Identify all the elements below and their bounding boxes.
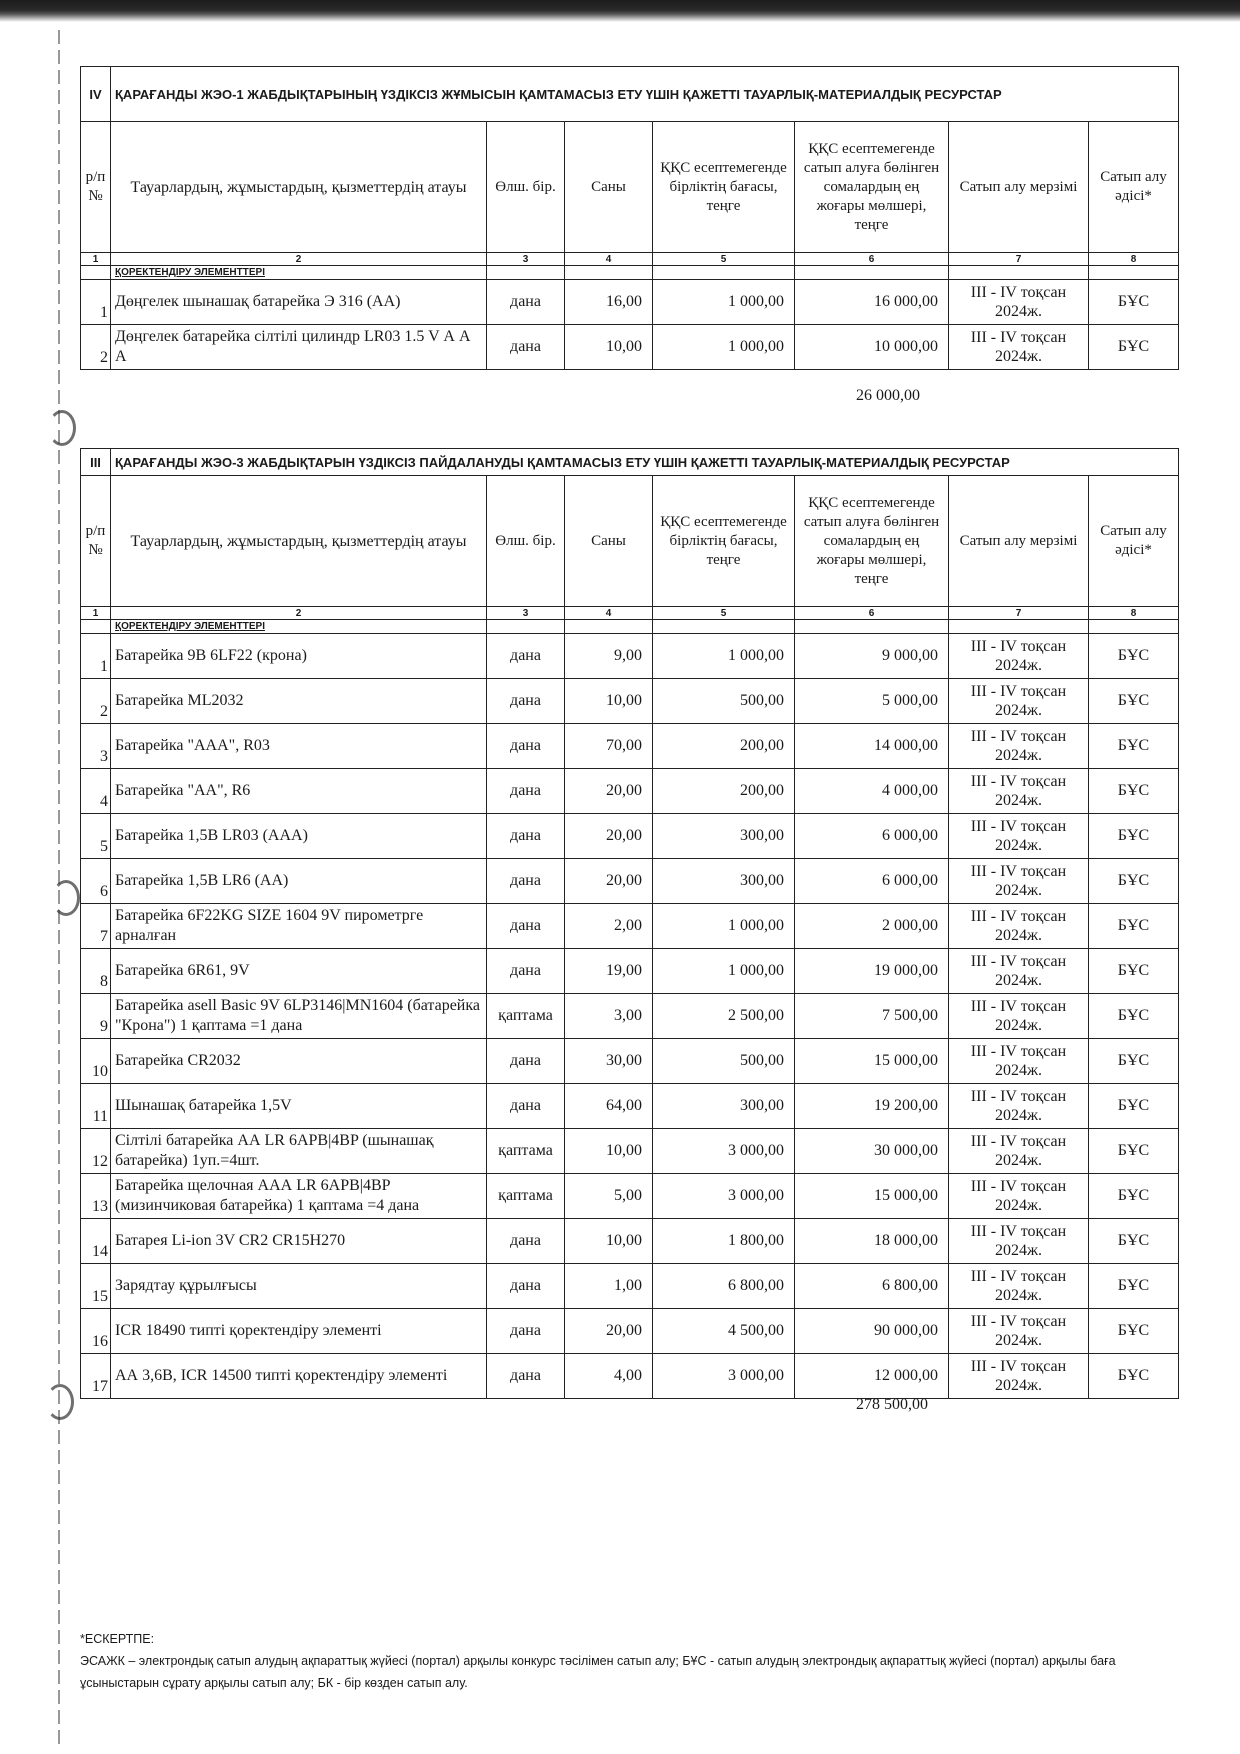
row-number: 8 [81, 949, 111, 994]
table-row [81, 1084, 1179, 1129]
item-unit-price: 3 000,00 [653, 1354, 795, 1399]
punch-hole-mark [48, 410, 76, 446]
item-name: Зарядтау құрылғысы [111, 1264, 487, 1309]
item-quantity: 20,00 [565, 769, 653, 814]
col-number: 6 [795, 607, 949, 620]
item-purchase-method: БҰС [1089, 1129, 1179, 1174]
item-purchase-period: III - IV тоқсан 2024ж. [949, 1264, 1089, 1309]
col-number: 3 [487, 253, 565, 266]
item-unit-price: 200,00 [653, 724, 795, 769]
item-amount: 4 000,00 [795, 769, 949, 814]
item-name: Батарея Li-ion 3V CR2 CR15H270 [111, 1219, 487, 1264]
item-purchase-period: III - IV тоқсан 2024ж. [949, 1039, 1089, 1084]
table-row [81, 859, 1179, 904]
item-quantity: 20,00 [565, 814, 653, 859]
header-price: ҚҚС есептемегенде бірліктің бағасы, теңге [653, 122, 795, 253]
item-amount: 6 000,00 [795, 859, 949, 904]
item-name: Батарейка 9В 6LF22 (крона) [111, 634, 487, 679]
item-amount: 15 000,00 [795, 1039, 949, 1084]
row-number: 15 [81, 1264, 111, 1309]
item-purchase-method: БҰС [1089, 634, 1179, 679]
row-number: 13 [81, 1174, 111, 1219]
column-number-row [81, 607, 1179, 620]
item-purchase-period: III - IV тоқсан 2024ж. [949, 1129, 1089, 1174]
item-name: Батарейка ML2032 [111, 679, 487, 724]
item-amount: 10 000,00 [795, 325, 949, 370]
item-purchase-method: БҰС [1089, 904, 1179, 949]
section-iii-table [80, 448, 1179, 1399]
item-purchase-method: БҰС [1089, 724, 1179, 769]
header-period: Сатып алу мерзімі [949, 122, 1089, 253]
item-amount: 9 000,00 [795, 634, 949, 679]
group-label: ҚОРЕКТЕНДІРУ ЭЛЕМЕНТТЕРІ [111, 266, 487, 280]
section-iii-total: 278 500,00 [856, 1396, 928, 1413]
header-price: ҚҚС есептемегенде бірліктің бағасы, теңге [653, 476, 795, 607]
item-quantity: 3,00 [565, 994, 653, 1039]
item-quantity: 5,00 [565, 1174, 653, 1219]
item-purchase-method: БҰС [1089, 679, 1179, 724]
item-purchase-period: III - IV тоқсан 2024ж. [949, 1084, 1089, 1129]
item-unit: дана [487, 814, 565, 859]
header-sum: ҚҚС есептемегенде сатып алуға бөлінген сомалардың ең жоғары мөлшері, теңге [795, 122, 949, 253]
item-unit-price: 1 000,00 [653, 904, 795, 949]
row-number: 2 [81, 679, 111, 724]
item-quantity: 4,00 [565, 1354, 653, 1399]
item-purchase-period: III - IV тоқсан 2024ж. [949, 904, 1089, 949]
item-unit: дана [487, 325, 565, 370]
item-purchase-method: БҰС [1089, 325, 1179, 370]
item-quantity: 2,00 [565, 904, 653, 949]
table-row [81, 724, 1179, 769]
row-number: 12 [81, 1129, 111, 1174]
item-quantity: 10,00 [565, 679, 653, 724]
table-row [81, 1354, 1179, 1399]
item-name: Батарейка 6F22KG SIZE 1604 9V пирометрге арналған [111, 904, 487, 949]
section-iv-roman: IV [81, 67, 111, 122]
col-number: 2 [111, 253, 487, 266]
item-name: Дөңгелек батарейка сілтілі цилиндр LR03 1.5 V А А А [111, 325, 487, 370]
item-quantity: 10,00 [565, 325, 653, 370]
item-purchase-period: III - IV тоқсан 2024ж. [949, 1309, 1089, 1354]
item-purchase-method: БҰС [1089, 1039, 1179, 1084]
col-number: 7 [949, 253, 1089, 266]
table-header-row [81, 122, 1179, 253]
header-num: р/п № [81, 122, 111, 253]
item-unit: дана [487, 679, 565, 724]
item-unit-price: 3 000,00 [653, 1129, 795, 1174]
item-unit: қаптама [487, 1174, 565, 1219]
table-row [81, 814, 1179, 859]
col-number: 5 [653, 607, 795, 620]
table-row [81, 325, 1179, 370]
item-quantity: 1,00 [565, 1264, 653, 1309]
item-unit-price: 1 000,00 [653, 634, 795, 679]
item-purchase-period: III - IV тоқсан 2024ж. [949, 1219, 1089, 1264]
row-number: 10 [81, 1039, 111, 1084]
item-purchase-method: БҰС [1089, 1309, 1179, 1354]
row-number: 9 [81, 994, 111, 1039]
item-unit-price: 6 800,00 [653, 1264, 795, 1309]
table-row [81, 949, 1179, 994]
item-purchase-period: III - IV тоқсан 2024ж. [949, 949, 1089, 994]
header-period: Сатып алу мерзімі [949, 476, 1089, 607]
item-name: Батарейка щелочная ААА LR 6APB|4BP (мизинчиковая батарейка) 1 қаптама =4 дана [111, 1174, 487, 1219]
item-unit: дана [487, 1264, 565, 1309]
item-unit: қаптама [487, 994, 565, 1039]
item-purchase-method: БҰС [1089, 949, 1179, 994]
item-unit: дана [487, 724, 565, 769]
header-qty: Саны [565, 122, 653, 253]
row-number: 1 [81, 634, 111, 679]
col-number: 1 [81, 253, 111, 266]
item-unit: дана [487, 859, 565, 904]
table-row [81, 1039, 1179, 1084]
item-purchase-method: БҰС [1089, 1084, 1179, 1129]
group-label: ҚОРЕКТЕНДІРУ ЭЛЕМЕНТТЕРІ [111, 620, 487, 634]
header-method: Сатып алу әдісі* [1089, 122, 1179, 253]
item-name: Дөңгелек шынашақ батарейка Э 316 (АА) [111, 280, 487, 325]
header-unit: Өлш. бір. [487, 476, 565, 607]
item-amount: 14 000,00 [795, 724, 949, 769]
item-quantity: 20,00 [565, 1309, 653, 1354]
table-header-row [81, 476, 1179, 607]
item-purchase-method: БҰС [1089, 1219, 1179, 1264]
item-name: Батарейка 6R61, 9V [111, 949, 487, 994]
item-name: АА 3,6В, ICR 14500 типті қоректендіру элементі [111, 1354, 487, 1399]
row-number: 6 [81, 859, 111, 904]
item-amount: 12 000,00 [795, 1354, 949, 1399]
footnote-text: ЭСАЖК – электрондық сатып алудың ақпараттық жүйесі (портал) арқылы конкурс тәсілімен сатып алу; БҰС - сатып алудың электрондық ақпараттық жүйесі (портал) арқылы баға ұсыныстарын сұрату арқылы сатып алу; БК - бір көзден сатып алу. [80, 1654, 1116, 1690]
item-amount: 16 000,00 [795, 280, 949, 325]
item-amount: 5 000,00 [795, 679, 949, 724]
item-unit: дана [487, 280, 565, 325]
col-number: 4 [565, 607, 653, 620]
item-purchase-method: БҰС [1089, 280, 1179, 325]
item-purchase-period: III - IV тоқсан 2024ж. [949, 1174, 1089, 1219]
scan-shadow [0, 0, 1240, 22]
item-purchase-period: III - IV тоқсан 2024ж. [949, 325, 1089, 370]
item-amount: 7 500,00 [795, 994, 949, 1039]
item-unit: дана [487, 634, 565, 679]
item-unit-price: 500,00 [653, 679, 795, 724]
item-name: Батарейка CR2032 [111, 1039, 487, 1084]
item-unit-price: 1 800,00 [653, 1219, 795, 1264]
table-row [81, 679, 1179, 724]
item-unit-price: 4 500,00 [653, 1309, 795, 1354]
col-number: 7 [949, 607, 1089, 620]
item-unit: дана [487, 1354, 565, 1399]
section-iv-table [80, 66, 1179, 370]
punch-hole-mark [46, 1384, 74, 1420]
item-name: ICR 18490 типті қоректендіру элементі [111, 1309, 487, 1354]
section-iv-total: 26 000,00 [856, 387, 920, 404]
item-purchase-method: БҰС [1089, 859, 1179, 904]
item-quantity: 30,00 [565, 1039, 653, 1084]
row-number: 11 [81, 1084, 111, 1129]
item-amount: 30 000,00 [795, 1129, 949, 1174]
item-quantity: 10,00 [565, 1219, 653, 1264]
row-number: 5 [81, 814, 111, 859]
table-row [81, 634, 1179, 679]
item-name: Батарейка "ААА", R03 [111, 724, 487, 769]
row-number: 3 [81, 724, 111, 769]
item-purchase-period: III - IV тоқсан 2024ж. [949, 814, 1089, 859]
item-purchase-period: III - IV тоқсан 2024ж. [949, 679, 1089, 724]
item-quantity: 64,00 [565, 1084, 653, 1129]
section-iii [80, 448, 1178, 1399]
table-row [81, 1174, 1179, 1219]
col-number: 1 [81, 607, 111, 620]
section-iv [80, 66, 1178, 370]
item-amount: 15 000,00 [795, 1174, 949, 1219]
item-name: Батарейка 1,5В LR6 (АА) [111, 859, 487, 904]
item-name: Батарейка asell Basic 9V 6LP3146|MN1604 (батарейка "Крона") 1 қаптама =1 дана [111, 994, 487, 1039]
section-iii-roman: III [81, 449, 111, 476]
item-unit-price: 300,00 [653, 1084, 795, 1129]
item-unit: дана [487, 1039, 565, 1084]
row-number: 1 [81, 280, 111, 325]
col-number: 8 [1089, 607, 1179, 620]
item-quantity: 70,00 [565, 724, 653, 769]
item-amount: 18 000,00 [795, 1219, 949, 1264]
footnote-title: *ЕСКЕРТПЕ: [80, 1632, 155, 1646]
item-quantity: 19,00 [565, 949, 653, 994]
table-row [81, 994, 1179, 1039]
item-purchase-method: БҰС [1089, 1174, 1179, 1219]
header-name: Тауарлардың, жұмыстардың, қызметтердің атауы [111, 476, 487, 607]
item-purchase-method: БҰС [1089, 994, 1179, 1039]
row-number: 14 [81, 1219, 111, 1264]
item-purchase-period: III - IV тоқсан 2024ж. [949, 859, 1089, 904]
item-quantity: 10,00 [565, 1129, 653, 1174]
item-name: Сілтілі батарейка АА LR 6APB|4BP (шынашақ батарейка) 1уп.=4шт. [111, 1129, 487, 1174]
table-row [81, 1129, 1179, 1174]
item-purchase-period: III - IV тоқсан 2024ж. [949, 769, 1089, 814]
item-unit: дана [487, 1084, 565, 1129]
item-quantity: 16,00 [565, 280, 653, 325]
col-number: 5 [653, 253, 795, 266]
col-number: 8 [1089, 253, 1179, 266]
item-purchase-method: БҰС [1089, 1264, 1179, 1309]
col-number: 3 [487, 607, 565, 620]
item-purchase-period: III - IV тоқсан 2024ж. [949, 1354, 1089, 1399]
col-number: 6 [795, 253, 949, 266]
header-method: Сатып алу әдісі* [1089, 476, 1179, 607]
footnote [80, 1628, 1178, 1694]
item-unit-price: 500,00 [653, 1039, 795, 1084]
row-number: 7 [81, 904, 111, 949]
table-row [81, 1219, 1179, 1264]
header-name: Тауарлардың, жұмыстардың, қызметтердің атауы [111, 122, 487, 253]
item-unit-price: 200,00 [653, 769, 795, 814]
column-number-row [81, 253, 1179, 266]
item-name: Батарейка "АА", R6 [111, 769, 487, 814]
item-unit-price: 1 000,00 [653, 280, 795, 325]
item-purchase-period: III - IV тоқсан 2024ж. [949, 634, 1089, 679]
item-unit: дана [487, 1309, 565, 1354]
row-number: 17 [81, 1354, 111, 1399]
item-unit: дана [487, 769, 565, 814]
row-number: 2 [81, 325, 111, 370]
header-sum: ҚҚС есептемегенде сатып алуға бөлінген сомалардың ең жоғары мөлшері, теңге [795, 476, 949, 607]
item-amount: 19 200,00 [795, 1084, 949, 1129]
item-unit: қаптама [487, 1129, 565, 1174]
item-unit: дана [487, 904, 565, 949]
item-unit-price: 300,00 [653, 814, 795, 859]
item-purchase-period: III - IV тоқсан 2024ж. [949, 724, 1089, 769]
col-number: 2 [111, 607, 487, 620]
item-amount: 6 000,00 [795, 814, 949, 859]
table-row [81, 904, 1179, 949]
item-amount: 19 000,00 [795, 949, 949, 994]
item-quantity: 20,00 [565, 859, 653, 904]
header-num: р/п № [81, 476, 111, 607]
table-row [81, 1309, 1179, 1354]
item-purchase-period: III - IV тоқсан 2024ж. [949, 280, 1089, 325]
row-number: 4 [81, 769, 111, 814]
item-unit-price: 3 000,00 [653, 1174, 795, 1219]
item-purchase-period: III - IV тоқсан 2024ж. [949, 994, 1089, 1039]
row-number: 16 [81, 1309, 111, 1354]
header-unit: Өлш. бір. [487, 122, 565, 253]
item-purchase-method: БҰС [1089, 814, 1179, 859]
item-purchase-method: БҰС [1089, 769, 1179, 814]
group-row [81, 266, 1179, 280]
section-iii-title: ҚАРАҒАНДЫ ЖЭО-3 ЖАБДЫҚТАРЫН ҮЗДІКСІЗ ПАЙДАЛАНУДЫ ҚАМТАМАСЫЗ ЕТУ ҮШІН ҚАЖЕТТІ ТАУАРЛЫҚ-МАТЕРИАЛДЫҚ РЕСУРСТАР [111, 449, 1179, 476]
table-row [81, 1264, 1179, 1309]
item-amount: 2 000,00 [795, 904, 949, 949]
punch-hole-mark [52, 880, 80, 916]
item-unit-price: 2 500,00 [653, 994, 795, 1039]
item-amount: 6 800,00 [795, 1264, 949, 1309]
item-name: Шынашақ батарейка 1,5V [111, 1084, 487, 1129]
item-unit: дана [487, 949, 565, 994]
col-number: 4 [565, 253, 653, 266]
item-unit-price: 300,00 [653, 859, 795, 904]
group-row [81, 620, 1179, 634]
section-iv-title: ҚАРАҒАНДЫ ЖЭО-1 ЖАБДЫҚТАРЫНЫҢ ҮЗДІКСІЗ ЖҰМЫСЫН ҚАМТАМАСЫЗ ЕТУ ҮШІН ҚАЖЕТТІ ТАУАРЛЫҚ-МАТЕРИАЛДЫҚ РЕСУРСТАР [111, 67, 1179, 122]
item-name: Батарейка 1,5В LR03 (ААА) [111, 814, 487, 859]
item-unit: дана [487, 1219, 565, 1264]
item-amount: 90 000,00 [795, 1309, 949, 1354]
item-unit-price: 1 000,00 [653, 949, 795, 994]
table-row [81, 280, 1179, 325]
item-unit-price: 1 000,00 [653, 325, 795, 370]
header-qty: Саны [565, 476, 653, 607]
table-row [81, 769, 1179, 814]
item-quantity: 9,00 [565, 634, 653, 679]
item-purchase-method: БҰС [1089, 1354, 1179, 1399]
